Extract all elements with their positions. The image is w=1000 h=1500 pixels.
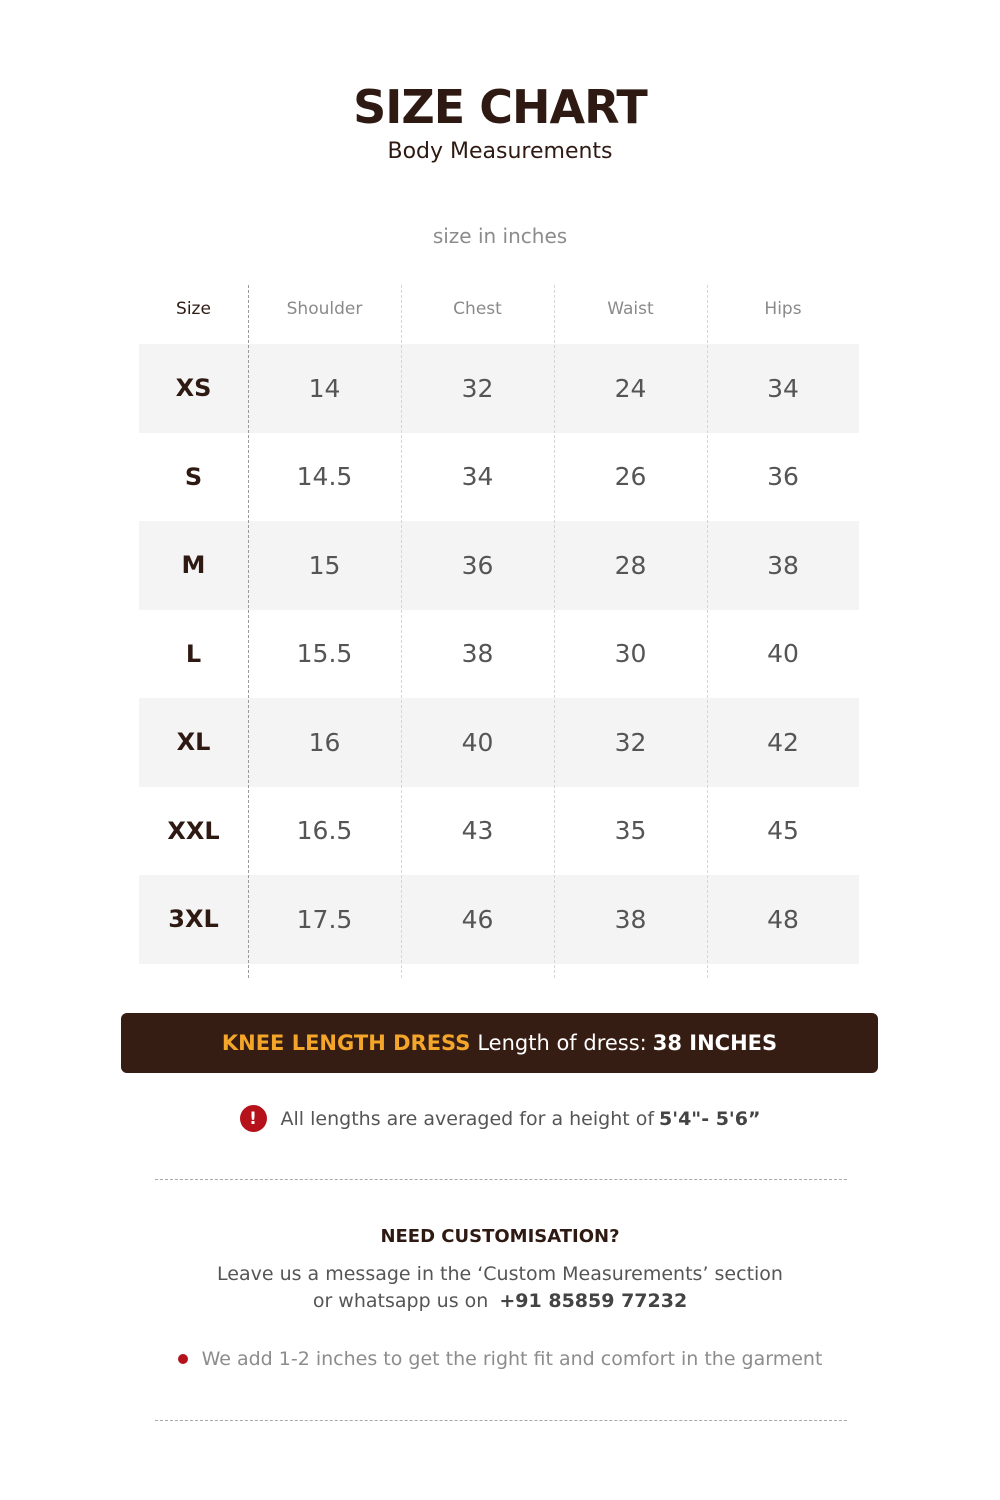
customisation-line-2 (0, 1290, 1000, 1312)
table-cell-shoulder: 14.5 (296, 462, 353, 492)
table-cell-chest: 38 (461, 639, 494, 669)
column-header-hips: Hips (764, 299, 802, 319)
units-note: size in inches (432, 224, 568, 248)
table-cell-hips: 45 (767, 816, 799, 846)
size-table (139, 285, 859, 978)
table-cell-size: L (185, 639, 202, 668)
table-cell-shoulder: 16.5 (296, 816, 353, 846)
height-note-text: All lengths are averaged for a height of (280, 1107, 655, 1130)
bullet-dot-icon (178, 1354, 188, 1364)
exclamation-icon: ! (240, 1105, 267, 1132)
table-cell-hips: 48 (767, 904, 799, 934)
table-cell-size: M (181, 551, 206, 580)
fit-note (0, 1348, 1000, 1370)
table-cell-shoulder: 15 (308, 550, 341, 580)
fit-note-text: We add 1-2 inches to get the right fit and comfort in the garment (201, 1348, 823, 1370)
table-cell-waist: 35 (614, 816, 647, 846)
table-cell-hips: 38 (767, 550, 799, 580)
dress-length-label: Length of dress: (477, 1031, 647, 1055)
table-cell-hips: 36 (767, 462, 799, 492)
table-cell-shoulder: 17.5 (296, 904, 353, 934)
table-cell-shoulder: 15.5 (296, 639, 353, 669)
table-cell-size: XL (176, 728, 211, 757)
column-header-shoulder: Shoulder (286, 299, 363, 319)
table-cell-hips: 40 (767, 639, 799, 669)
page-subtitle: Body Measurements (387, 139, 613, 164)
dress-length-value: 38 INCHES (652, 1031, 778, 1055)
table-cell-chest: 34 (461, 462, 494, 492)
height-note-value: 5'4"- 5'6” (659, 1107, 761, 1130)
customisation-line-1: Leave us a message in the ‘Custom Measurements’ section (217, 1263, 783, 1285)
table-cell-size: 3XL (168, 905, 219, 934)
table-cell-hips: 34 (767, 373, 799, 403)
table-cell-chest: 32 (461, 373, 494, 403)
table-cell-chest: 40 (461, 727, 494, 757)
column-header-size: Size (176, 299, 211, 319)
dress-style-label: KNEE LENGTH DRESS (221, 1031, 471, 1055)
table-cell-chest: 43 (461, 816, 494, 846)
dress-length-banner (121, 1013, 878, 1073)
table-cell-shoulder: 14 (308, 373, 341, 403)
table-cell-waist: 24 (614, 373, 647, 403)
divider (155, 1179, 847, 1180)
whatsapp-number: +91 85859 77232 (499, 1290, 688, 1312)
table-cell-size: S (184, 462, 203, 491)
column-header-chest: Chest (453, 299, 502, 319)
divider (155, 1420, 847, 1421)
page-title: SIZE CHART (353, 80, 647, 134)
table-cell-chest: 46 (461, 904, 494, 934)
table-cell-hips: 42 (767, 727, 799, 757)
table-cell-chest: 36 (461, 550, 494, 580)
table-cell-waist: 28 (614, 550, 647, 580)
table-cell-waist: 38 (614, 904, 647, 934)
table-cell-waist: 26 (614, 462, 647, 492)
table-cell-size: XS (175, 374, 212, 403)
height-note (0, 1105, 1000, 1132)
table-cell-size: XXL (167, 816, 220, 845)
table-cell-waist: 32 (614, 727, 647, 757)
table-cell-waist: 30 (614, 639, 647, 669)
customisation-title: NEED CUSTOMISATION? (380, 1226, 620, 1247)
column-header-waist: Waist (607, 299, 654, 319)
table-cell-shoulder: 16 (308, 727, 341, 757)
customisation-line-2-text: or whatsapp us on (312, 1290, 489, 1312)
